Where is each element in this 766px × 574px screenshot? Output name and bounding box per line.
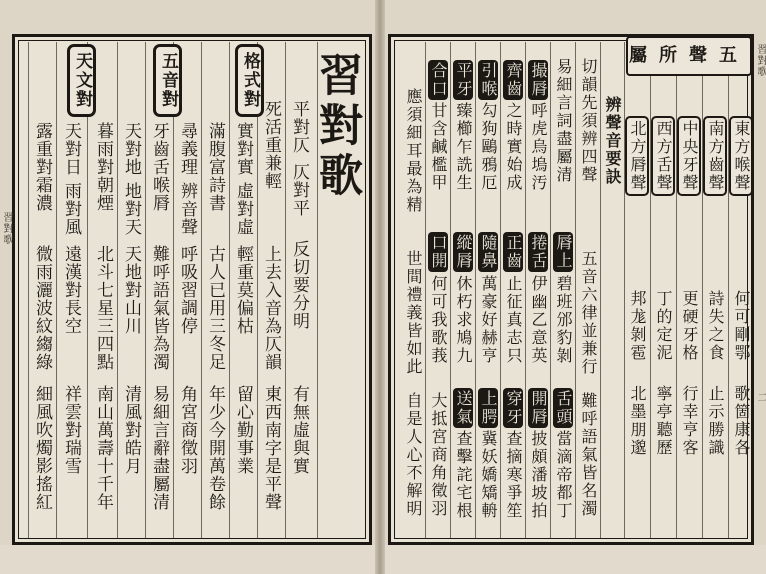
column-rule	[650, 42, 651, 538]
verse-line: 天對地	[121, 122, 141, 176]
mnemonic-line: 休朽求鳩九	[454, 275, 473, 365]
column-rule	[702, 42, 703, 538]
column-rule	[525, 42, 526, 538]
articulation-label: 上腭	[479, 390, 498, 426]
column-rule	[56, 42, 57, 538]
book-gutter	[375, 0, 385, 574]
verse-line: 難呼語氣皆為濁	[149, 245, 169, 371]
verse-line: 細風吹燭影搖紅	[32, 385, 52, 511]
mnemonic-line: 碧班邠豹剝	[554, 275, 573, 365]
verse-line: 滿腹富詩書	[205, 122, 225, 212]
verse-line: 遠漢對長空	[61, 245, 81, 335]
verse-line: 地對天	[121, 182, 141, 236]
table-label: 北方脣聲	[625, 116, 649, 196]
mnemonic-line: 五音六律並兼行	[579, 250, 598, 376]
verse-line: 北斗七星三四點	[93, 245, 113, 371]
five-tones-table-title: 五聲所屬	[626, 36, 752, 76]
articulation-label: 穿牙	[504, 390, 523, 426]
page-number: 二	[755, 392, 766, 403]
mnemonic-line: 冀妖嬌矯輈	[479, 430, 498, 520]
verse-line: 露重對霜濃	[32, 122, 52, 212]
table-label: 中央牙聲	[677, 116, 701, 196]
articulation-label: 脣上	[554, 234, 573, 270]
articulation-label: 縱脣	[454, 234, 473, 270]
mnemonic-line: 披頗潘坡拍	[529, 430, 548, 520]
table-group: 丁的定泥	[654, 290, 673, 362]
verse-line: 東西南字是平聲	[261, 385, 281, 511]
column-rule	[550, 42, 551, 538]
left-fold-label: 習對歌	[1, 212, 12, 245]
mnemonic-line: 查擊詫宅根	[454, 430, 473, 520]
column-rule	[229, 42, 230, 538]
verse-line: 角宮商徵羽	[177, 385, 197, 475]
column-rule	[500, 42, 501, 538]
verse-line: 反切要分明	[289, 240, 309, 330]
mnemonic-line: 何可我歌莪	[429, 275, 448, 365]
articulation-label: 合口	[429, 62, 448, 98]
mnemonic-line: 之時實始成	[504, 102, 523, 192]
table-group: 寧亭聽歷	[654, 385, 673, 457]
articulation-label: 隨鼻	[479, 234, 498, 270]
mnemonic-line: 呼虎烏塢汚	[529, 102, 548, 192]
verse-line: 清風對皓月	[121, 385, 141, 475]
articulation-label: 舌頭	[554, 390, 573, 426]
verse-line: 年少今開萬卷餘	[205, 385, 225, 511]
verse-line: 天對日	[61, 122, 81, 176]
mnemonic-line: 伊幽乙意英	[529, 275, 548, 365]
table-group: 何可剛鄂	[732, 290, 751, 362]
table-label: 西方舌聲	[651, 116, 675, 196]
column-rule	[145, 42, 146, 538]
mnemonic-line: 當滴帝都丁	[554, 430, 573, 520]
mnemonic-line: 臻櫛乍詵生	[454, 102, 473, 192]
table-label: 東方喉聲	[729, 116, 753, 196]
verse-line: 尋義理	[177, 122, 197, 176]
articulation-label: 捲舌	[529, 234, 548, 270]
mnemonic-line: 甘含鹹檻甲	[429, 102, 448, 192]
mnemonic-line: 查摘寒爭笙	[504, 430, 523, 520]
verse-line: 暮雨對朝煙	[93, 122, 113, 212]
articulation-label: 正齒	[504, 234, 523, 270]
section-label-wuyin: 五音對	[153, 44, 182, 117]
mnemonic-line: 止征真志只	[504, 275, 523, 365]
column-rule	[28, 42, 29, 538]
column-rule	[201, 42, 202, 538]
verse-line: 天地對山川	[121, 245, 141, 335]
mnemonic-line: 勾狗鷗鴉厄	[479, 102, 498, 192]
articulation-label: 平牙	[454, 62, 473, 98]
verse-line: 古人已用三冬足	[205, 245, 225, 371]
section-label-gese: 格式對	[235, 44, 264, 117]
mnemonic-line: 難呼語氣皆名濁	[579, 392, 598, 518]
verse-line: 平對仄	[289, 100, 309, 154]
verse-line: 呼吸習調停	[177, 245, 197, 335]
verse-line: 實對實	[233, 122, 253, 176]
column-rule	[285, 42, 286, 538]
column-rule	[475, 42, 476, 538]
table-group: 止示勝識	[706, 385, 725, 457]
mnemonic-line: 應須細耳最為精	[404, 88, 423, 214]
column-rule	[425, 42, 426, 538]
mnemonic-line: 易細言詞盡屬清	[554, 58, 573, 184]
verse-line: 微雨灑波紋縐綠	[32, 245, 52, 371]
column-rule	[575, 42, 576, 538]
mnemonic-line: 大抵宮商角徵羽	[429, 392, 448, 518]
table-group: 更硬牙格	[680, 290, 699, 362]
verse-line: 南山萬壽十千年	[93, 385, 113, 511]
column-rule	[600, 42, 601, 538]
column-rule	[450, 42, 451, 538]
articulation-label: 齊齒	[504, 62, 523, 98]
mnemonic-line: 世間禮義皆如此	[404, 250, 423, 376]
right-fold-label: 習對歌	[755, 44, 766, 77]
verse-line: 有無虛與實	[289, 385, 309, 475]
page-title: 習對歌	[311, 52, 362, 202]
mnemonic-title: 辨聲音要訣	[603, 96, 622, 186]
articulation-label: 撮脣	[529, 62, 548, 98]
section-label-tianwen: 天文對	[67, 44, 96, 117]
verse-line: 留心勤事業	[233, 385, 253, 475]
verse-line: 虛對虛	[233, 182, 253, 236]
table-group: 邦尨剝雹	[628, 290, 647, 362]
verse-line: 仄對平	[289, 163, 309, 217]
verse-line: 易細言辭盡屬清	[149, 385, 169, 511]
column-rule	[728, 42, 729, 538]
table-group: 歌箇康各	[732, 385, 751, 457]
column-rule	[676, 42, 677, 538]
verse-line: 辨音聲	[177, 182, 197, 236]
articulation-label: 送氣	[454, 390, 473, 426]
table-group: 詩失之食	[706, 290, 725, 362]
mnemonic-line: 切韻先須辨四聲	[579, 58, 598, 184]
verse-line: 上去入音為仄韻	[261, 245, 281, 371]
verse-line: 祥雲對瑞雪	[61, 385, 81, 475]
column-rule	[624, 42, 625, 538]
articulation-label: 口開	[429, 234, 448, 270]
verse-line: 輕重莫偏枯	[233, 245, 253, 335]
table-label: 南方齒聲	[703, 116, 727, 196]
articulation-label: 開脣	[529, 390, 548, 426]
articulation-label: 引喉	[479, 62, 498, 98]
table-group: 北墨朋邈	[628, 385, 647, 457]
mnemonic-line: 自是人心不解明	[404, 392, 423, 518]
table-group: 行幸亨客	[680, 385, 699, 457]
column-rule	[117, 42, 118, 538]
verse-line: 牙齒舌喉脣	[149, 122, 169, 212]
verse-line: 死活重兼輕	[261, 100, 281, 190]
verse-line: 雨對風	[61, 182, 81, 236]
mnemonic-line: 萬豪好赫亨	[479, 275, 498, 365]
